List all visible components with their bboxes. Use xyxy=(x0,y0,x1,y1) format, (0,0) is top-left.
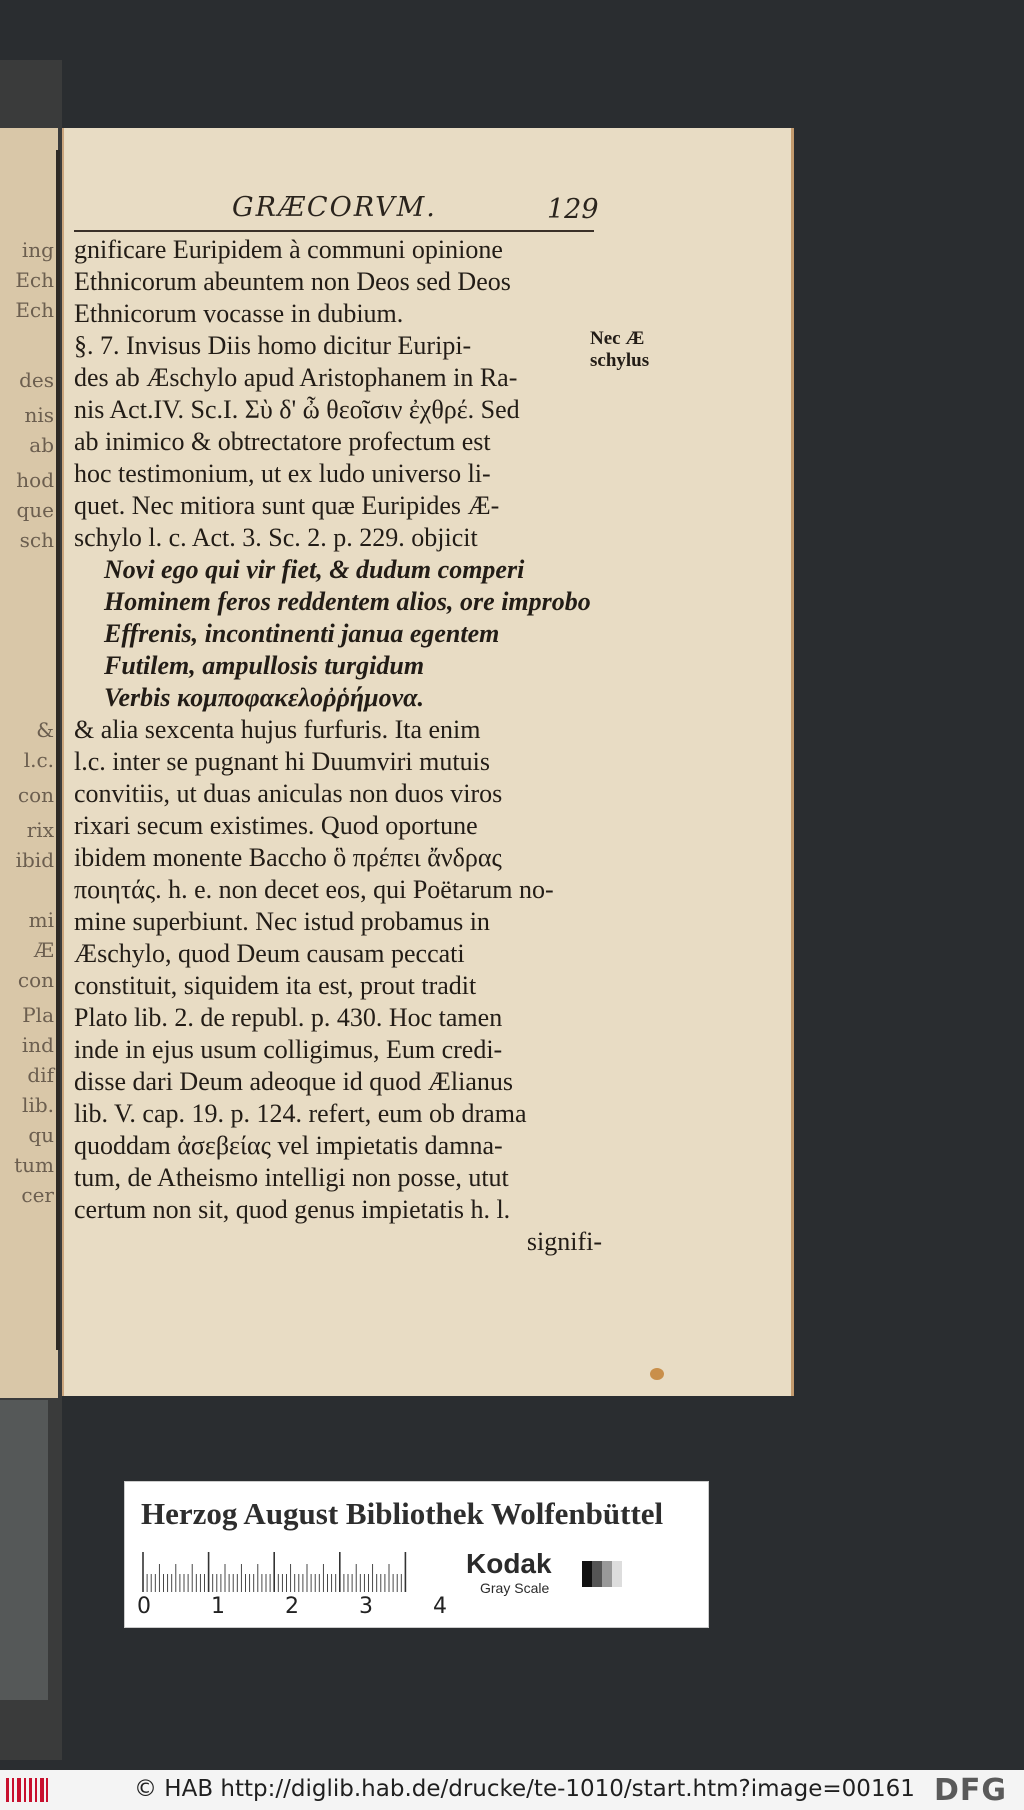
text-line: §. 7. Invisus Diis homo dicitur Euripi- xyxy=(74,331,472,360)
text-line: l.c. inter se pugnant hi Duumviri mutuis xyxy=(74,747,490,776)
text-line: disse dari Deum adeoque id quod Ælianus xyxy=(74,1067,514,1096)
book-page xyxy=(62,128,794,1396)
ruler-label: 0 xyxy=(137,1594,151,1619)
text-line: quet. Nec mitiora sunt quæ Euripides Æ- xyxy=(74,491,500,520)
text-line: schylo l. c. Act. 3. Sc. 2. p. 229. objicit xyxy=(74,523,478,552)
body-text xyxy=(74,234,602,1258)
margin-note-line: Nec Æ xyxy=(590,328,645,349)
quote-line: Futilem, ampullosis turgidum xyxy=(104,651,425,680)
text-line: lib. V. cap. 19. p. 124. refert, eum ob drama xyxy=(74,1099,527,1128)
quote-line: Novi ego qui vir fiet, & dudum comperi xyxy=(104,555,525,584)
scan-margin-bar xyxy=(0,1400,48,1700)
text-line: nis Act.IV. Sc.I. Σὺ δ' ὦ θεοῖσιν ἐχθρέ. Sed xyxy=(74,395,520,424)
text-line: hoc testimonium, ut ex ludo universo li- xyxy=(74,459,491,488)
catchword: signifi- xyxy=(526,1227,602,1256)
gray-scale-swatch xyxy=(582,1561,622,1587)
ruler-label: 4 xyxy=(433,1594,447,1619)
text-line: constituit, siquidem ita est, prout tradit xyxy=(74,971,477,1000)
page-number: 129 xyxy=(547,194,599,225)
copyright-link[interactable]: © HAB http://diglib.hab.de/drucke/te-1010/start.htm?image=00161 xyxy=(134,1776,915,1802)
hab-barcode-icon xyxy=(6,1778,48,1802)
page-gutter xyxy=(56,150,60,1350)
dfg-logo: DFG xyxy=(934,1773,1008,1808)
kodak-logo: Kodak xyxy=(466,1548,552,1579)
text-line: inde in ejus usum colligimus, Eum credi- xyxy=(74,1035,503,1064)
gray-scale-label: Gray Scale xyxy=(480,1580,550,1596)
text-line: Plato lib. 2. de republ. p. 430. Hoc tamen xyxy=(74,1003,503,1032)
text-line: gnificare Euripidem à communi opinione xyxy=(74,235,503,264)
library-name: Herzog August Bibliothek Wolfenbüttel xyxy=(141,1496,664,1531)
text-line: ab inimico & obtrectatore profectum est xyxy=(74,427,491,456)
text-line: Æschylo, quod Deum causam peccati xyxy=(74,939,465,968)
text-line: Ethnicorum abeuntem non Deos sed Deos xyxy=(74,267,511,296)
text-line: ibidem monente Baccho ὃ πρέπει ἄνδρας xyxy=(74,843,502,872)
quote-line: Hominem feros reddentem alios, ore improbo xyxy=(104,587,591,616)
text-line: rixari secum existimes. Quod oportune xyxy=(74,811,478,840)
text-line: des ab Æschylo apud Aristophanem in Ra- xyxy=(74,363,518,392)
text-line: Ethnicorum vocasse in dubium. xyxy=(74,299,404,328)
text-line: convitiis, ut duas aniculas non duos viros xyxy=(74,779,503,808)
paper-stain xyxy=(650,1368,664,1380)
quote-line: Effrenis, incontinenti janua egentem xyxy=(104,619,500,648)
text-line: certum non sit, quod genus impietatis h. l. xyxy=(74,1195,511,1224)
text-line: mine superbiunt. Nec istud probamus in xyxy=(74,907,490,936)
text-line: tum, de Atheismo intelligi non posse, utut xyxy=(74,1163,509,1192)
text-line: ποιητάς. h. e. non decet eos, qui Poëtarum no- xyxy=(74,875,554,904)
margin-note xyxy=(590,328,649,372)
viewer-footer xyxy=(0,1770,1024,1810)
quote-line: Verbis κομποφακελοῤῥήμονα. xyxy=(104,683,425,712)
ruler-label: 3 xyxy=(359,1594,373,1619)
text-line: & alia sexcenta hujus furfuris. Ita enim xyxy=(74,715,481,744)
margin-note-line: schylus xyxy=(590,350,650,371)
ruler-label: 1 xyxy=(211,1594,225,1619)
running-head: GRÆCORVM. xyxy=(232,192,437,223)
color-reference-card xyxy=(124,1481,709,1628)
text-line: quoddam ἀσεβείας vel impietatis damna- xyxy=(74,1131,503,1160)
header-rule xyxy=(74,230,594,232)
ruler-label: 2 xyxy=(285,1594,299,1619)
facing-page-edge: ing Ech Ech des nis ab hod que sch & l.c. con rix ibid mi Æ con Pla ind dif lib. qu tum cer xyxy=(0,128,58,1398)
